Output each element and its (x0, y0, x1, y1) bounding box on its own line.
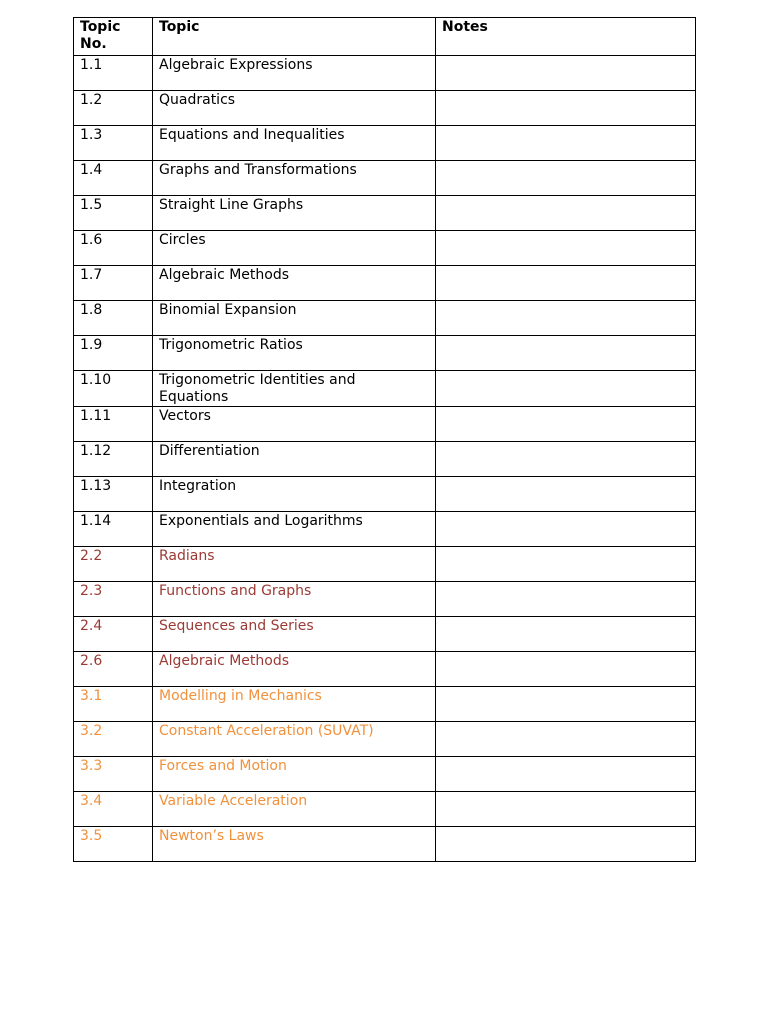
topic-name-cell: Straight Line Graphs (153, 196, 436, 231)
topic-number-cell: 1.1 (74, 56, 153, 91)
notes-cell (436, 91, 696, 126)
notes-cell (436, 371, 696, 407)
table-row (74, 407, 696, 442)
topic-number-cell: 1.2 (74, 91, 153, 126)
table-row (74, 266, 696, 301)
topic-name-cell: Newton’s Laws (153, 827, 436, 862)
notes-cell (436, 477, 696, 512)
topic-name-cell: Modelling in Mechanics (153, 687, 436, 722)
topic-name-cell: Algebraic Expressions (153, 56, 436, 91)
table-row (74, 827, 696, 862)
topic-name-cell: Equations and Inequalities (153, 126, 436, 161)
notes-cell (436, 442, 696, 477)
topic-number-cell: 1.12 (74, 442, 153, 477)
table-row (74, 231, 696, 266)
topic-number-cell: 3.3 (74, 757, 153, 792)
topic-table (73, 17, 696, 862)
topic-number-cell: 1.5 (74, 196, 153, 231)
topic-number-cell: 1.14 (74, 512, 153, 547)
topic-name-cell: Vectors (153, 407, 436, 442)
topic-number-cell: 2.2 (74, 547, 153, 582)
topic-name-cell: Functions and Graphs (153, 582, 436, 617)
notes-cell (436, 512, 696, 547)
topic-number-cell: 1.11 (74, 407, 153, 442)
topic-number-cell: 1.10 (74, 371, 153, 407)
header-row (74, 18, 696, 56)
topic-name-cell: Algebraic Methods (153, 652, 436, 687)
table-row (74, 126, 696, 161)
topic-number-cell: 3.4 (74, 792, 153, 827)
table-row (74, 91, 696, 126)
topic-number-cell: 1.4 (74, 161, 153, 196)
table-row (74, 161, 696, 196)
table-row (74, 301, 696, 336)
notes-cell (436, 757, 696, 792)
notes-cell (436, 722, 696, 757)
topic-name-cell: Integration (153, 477, 436, 512)
table-body (74, 56, 696, 862)
notes-cell (436, 336, 696, 371)
notes-cell (436, 56, 696, 91)
topic-name-cell: Trigonometric Identities and Equations (153, 371, 436, 407)
topic-number-cell: 3.1 (74, 687, 153, 722)
table-row (74, 792, 696, 827)
table-row (74, 512, 696, 547)
notes-cell (436, 231, 696, 266)
topic-number-cell: 2.4 (74, 617, 153, 652)
table-row (74, 56, 696, 91)
topic-number-cell: 1.9 (74, 336, 153, 371)
table-row (74, 582, 696, 617)
table-row (74, 652, 696, 687)
topic-number-cell: 2.6 (74, 652, 153, 687)
table-row (74, 477, 696, 512)
topic-number-cell: 3.2 (74, 722, 153, 757)
topic-name-cell: Circles (153, 231, 436, 266)
notes-cell (436, 617, 696, 652)
topic-name-cell: Quadratics (153, 91, 436, 126)
topic-name-cell: Algebraic Methods (153, 266, 436, 301)
notes-cell (436, 652, 696, 687)
topic-name-cell: Variable Acceleration (153, 792, 436, 827)
notes-cell (436, 827, 696, 862)
notes-cell (436, 687, 696, 722)
topic-number-cell: 1.7 (74, 266, 153, 301)
notes-cell (436, 792, 696, 827)
table-row (74, 722, 696, 757)
topic-number-cell: 1.8 (74, 301, 153, 336)
topic-number-cell: 3.5 (74, 827, 153, 862)
table-row (74, 442, 696, 477)
topic-name-cell: Exponentials and Logarithms (153, 512, 436, 547)
topic-number-cell: 2.3 (74, 582, 153, 617)
table-row (74, 371, 696, 407)
header-notes: Notes (436, 18, 696, 56)
header-topic-no: Topic No. (74, 18, 153, 56)
topic-name-cell: Sequences and Series (153, 617, 436, 652)
table-row (74, 547, 696, 582)
notes-cell (436, 301, 696, 336)
notes-cell (436, 126, 696, 161)
topic-name-cell: Trigonometric Ratios (153, 336, 436, 371)
notes-cell (436, 161, 696, 196)
table-row (74, 617, 696, 652)
table-header (74, 18, 696, 56)
table-row (74, 196, 696, 231)
notes-cell (436, 266, 696, 301)
table-row (74, 757, 696, 792)
topic-name-cell: Graphs and Transformations (153, 161, 436, 196)
topic-name-cell: Constant Acceleration (SUVAT) (153, 722, 436, 757)
header-topic: Topic (153, 18, 436, 56)
topic-name-cell: Differentiation (153, 442, 436, 477)
topic-number-cell: 1.3 (74, 126, 153, 161)
topic-name-cell: Forces and Motion (153, 757, 436, 792)
notes-cell (436, 407, 696, 442)
topic-number-cell: 1.6 (74, 231, 153, 266)
topic-name-cell: Radians (153, 547, 436, 582)
notes-cell (436, 582, 696, 617)
notes-cell (436, 196, 696, 231)
topic-number-cell: 1.13 (74, 477, 153, 512)
topic-name-cell: Binomial Expansion (153, 301, 436, 336)
notes-cell (436, 547, 696, 582)
table-row (74, 687, 696, 722)
table-row (74, 336, 696, 371)
